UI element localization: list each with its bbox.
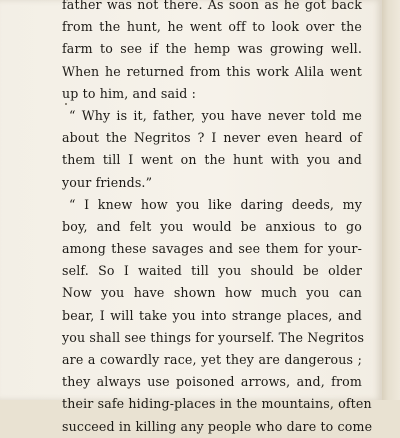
text-line: farm to see if the hemp was growing well. — [62, 41, 362, 57]
text-line: father was not there. As soon as he got back — [62, 0, 362, 12]
page-text — [62, 0, 373, 438]
text-line: you shall see things for yourself. The Negritos — [62, 329, 365, 345]
text-line: bear, I will take you into strange places, and — [62, 307, 362, 323]
text-line: your friends.” — [62, 174, 153, 190]
text-line: are a cowardly race, yet they are dangerous ; — [62, 352, 362, 367]
text-line: succeed in killing any people who dare to come — [62, 418, 373, 434]
text-line: them till I went on the hunt with you and — [62, 152, 362, 168]
page-edge — [382, 0, 400, 400]
text-line: about the Negritos ? I never even heard of — [62, 130, 362, 146]
text-line: their safe hiding-places in the mountains, often — [62, 396, 372, 412]
text-line: When he returned from this work Alila went — [62, 63, 362, 79]
text-line: “ I knew how you like daring deeds, my — [69, 196, 362, 212]
text-line: self. So I waited till you should be older — [62, 263, 362, 279]
text-line: up to him, and said : — [62, 85, 197, 101]
text-line: from the hunt, he went off to look over the — [62, 19, 362, 35]
text-line: they always use poisoned arrows, and, from — [62, 374, 362, 390]
text-line: Now you have shown how much you can — [62, 285, 362, 301]
text-line: boy, and felt you would be anxious to go — [62, 218, 362, 234]
text-line: “ Why is it, father, you have never told me — [69, 107, 362, 123]
text-line: among these savages and see them for your- — [62, 241, 362, 257]
